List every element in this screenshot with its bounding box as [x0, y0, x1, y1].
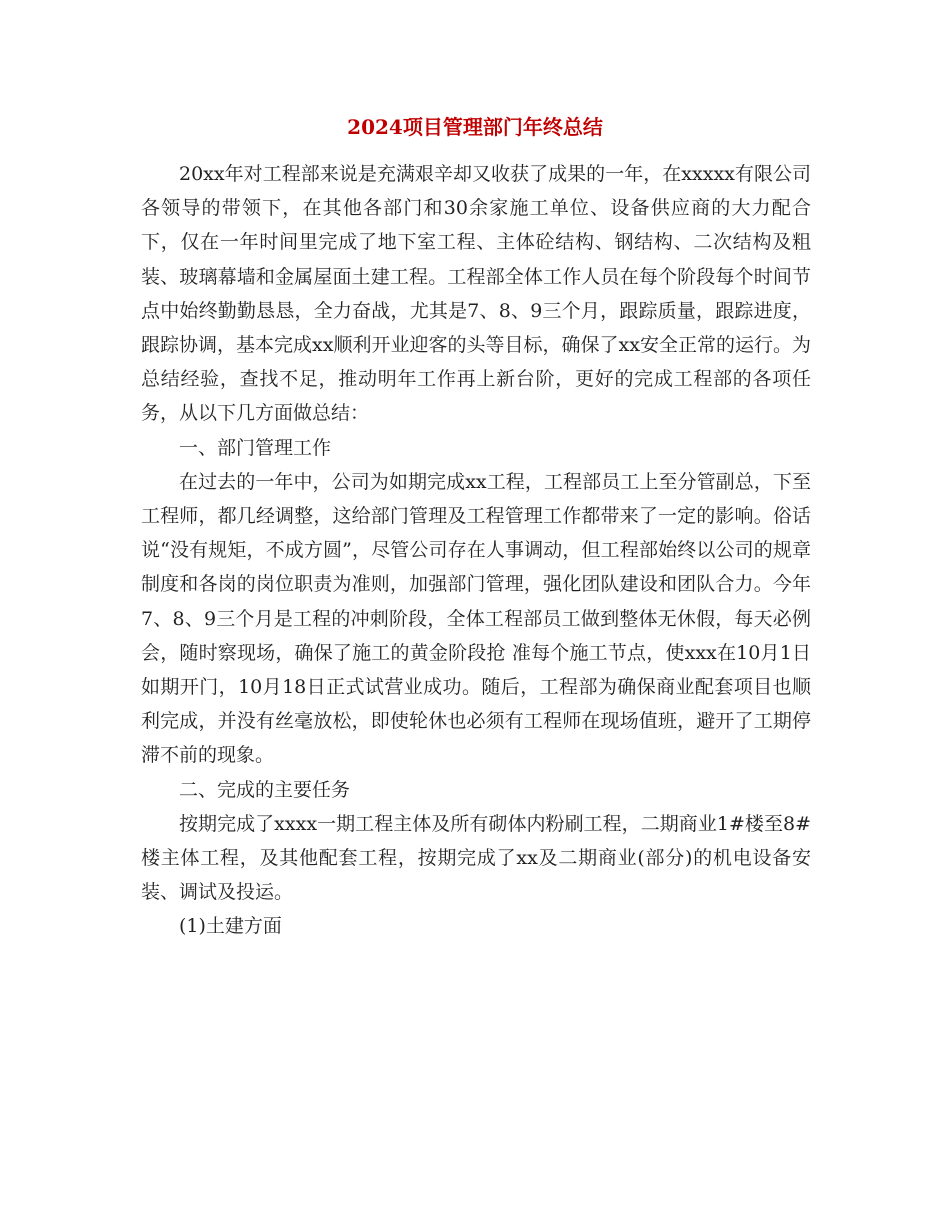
document-body: [141, 157, 811, 944]
main-tasks-paragraph: 按期完成了xxxx一期工程主体及所有砌体内粉刷工程，二期商业1#楼至8#楼主体工程，及其他配套工程，按期完成了xx及二期商业(部分)的机电设备安装、调试及投运。: [141, 812, 811, 904]
document-title: 2024项目管理部门年终总结: [347, 115, 603, 139]
department-management-paragraph: 在过去的一年中，公司为如期完成xx工程，工程部员工上至分管副总，下至工程师，都几经调整，这给部门管理及工程管理工作都带来了一定的影响。俗话说“没有规矩，不成方圆”，尽管公司存在人事调动，但工程部始终以公司的规章制度和各岗的岗位职责为准则，加强部门管理，强化团队建设和团队合力。今年7、8、9三个月是工程的冲刺阶段，全体工程部员工做到整体无休假，每天必例会，随时察现场，确保了施工的黄金阶段抢 准每个施工节点，使xxx在10月1日如期开门，10月18日正式试营业成功。随后，工程部为确保商业配套项目也顺利完成，并没有丝毫放松，即使轮休也必须有工程师在现场值班，避开了工期停滞不前的现象。: [141, 470, 811, 767]
subsection-heading-civil-works: (1)土建方面: [179, 915, 282, 938]
section-heading-department-management: 一、部门管理工作: [179, 436, 332, 459]
section-heading-main-tasks: 二、完成的主要任务: [179, 778, 351, 801]
intro-paragraph: 20xx年对工程部来说是充满艰辛却又收获了成果的一年，在xxxxx有限公司各领导的带领下，在其他各部门和30余家施工单位、设备供应商的大力配合下，仅在一年时间里完成了地下室工程、主体砼结构、钢结构、二次结构及粗装、玻璃幕墙和金属屋面土建工程。工程部全体工作人员在每个阶段每个时间节点中始终勤勤恳恳，全力奋战，尤其是7、8、9三个月，跟踪质量，跟踪进度，跟踪协调，基本完成xx顺利开业迎客的头等目标，确保了xx安全正常的运行。为总结经验，查找不足，推动明年工作再上新台阶，更好的完成工程部的各项任务，从以下几方面做总结：: [141, 163, 811, 425]
